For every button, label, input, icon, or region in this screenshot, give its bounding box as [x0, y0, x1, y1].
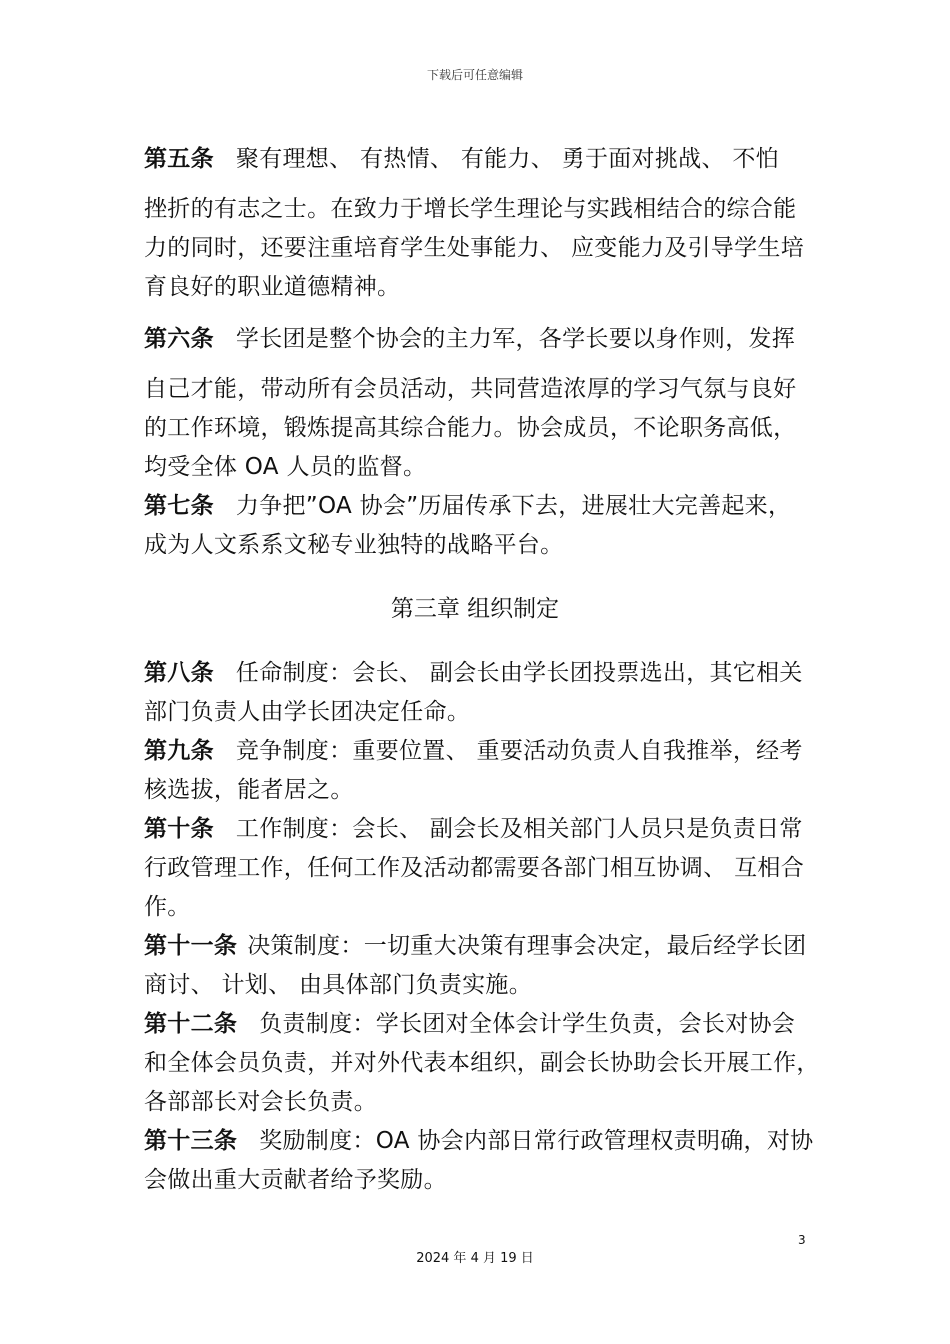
- article-7-line-1: [144, 487, 824, 520]
- article-5-line-1: [144, 140, 824, 173]
- footer-date: 2024 年 4 月 19 日: [416, 1251, 534, 1266]
- article-8-line-2: 部门负责人由学长团决定任命。: [144, 699, 471, 725]
- article-5-line-4: 育良好的职业道德精神。: [144, 274, 401, 300]
- article-text: 负责制度：学长团对全体会计学生负责，会长对协会: [259, 1011, 796, 1037]
- article-6-line-2: 自己才能，带动所有会员活动，共同营造浓厚的学习气氛与良好: [144, 376, 797, 402]
- article-12-line-3: 各部部长对会长负责。: [144, 1089, 377, 1115]
- article-6-line-1: [144, 320, 824, 353]
- article-13-line-2: 会做出重大贡献者给予奖励。: [144, 1167, 447, 1193]
- article-text: 工作制度：会长、 副会长及相关部门人员只是负责日常: [235, 816, 803, 842]
- article-label: 第七条: [144, 493, 214, 519]
- article-label: 第六条: [144, 326, 214, 352]
- article-label: 第十条: [144, 816, 214, 842]
- article-10-line-1: [144, 810, 824, 843]
- article-text: 竞争制度：重要位置、 重要活动负责人自我推举，经考: [235, 738, 803, 764]
- chapter-title: 第三章 组织制定: [390, 596, 560, 622]
- article-text: 奖励制度：OA 协会内部日常行政管理权责明确，对协: [259, 1128, 814, 1154]
- article-11-line-2: 商讨、 计划、 由具体部门负责实施。: [144, 972, 533, 998]
- article-text: 任命制度：会长、 副会长由学长团投票选出，其它相关: [235, 660, 803, 686]
- article-text: 聚有理想、 有热情、 有能力、 勇于面对挑战、 不怕: [235, 146, 779, 172]
- article-text: 学长团是整个协会的主力军，各学长要以身作则，发挥: [235, 326, 796, 352]
- article-6-line-3: 的工作环境，锻炼提高其综合能力。协会成员，不论职务高低，: [144, 415, 797, 441]
- article-5-line-2: 挫折的有志之士。在致力于增长学生理论与实践相结合的综合能: [144, 196, 797, 222]
- article-9-line-1: [144, 732, 824, 765]
- article-label: 第八条: [144, 660, 214, 686]
- article-13-line-1: [144, 1122, 824, 1155]
- article-8-line-1: [144, 654, 824, 687]
- article-5-line-3: 力的同时，还要注重培育学生处事能力、 应变能力及引导学生培: [144, 235, 805, 261]
- article-label: 第十二条: [144, 1011, 238, 1037]
- page-header: 下载后可任意编辑: [426, 68, 523, 82]
- article-10-line-2: 行政管理工作，任何工作及活动都需要各部门相互协调、 互相合: [144, 855, 805, 881]
- article-label: 第十一条: [144, 933, 238, 959]
- article-10-line-3: 作。: [144, 894, 191, 920]
- article-11-line-1: [144, 927, 824, 960]
- article-12-line-2: 和全体会员负责，并对外代表本组织，副会长协助会长开展工作，: [144, 1050, 820, 1076]
- article-6-line-4: 均受全体 OA 人员的监督。: [144, 454, 427, 480]
- article-7-line-2: 成为人文系系文秘专业独特的战略平台。: [144, 532, 564, 558]
- article-label: 第十三条: [144, 1128, 238, 1154]
- page-number: 3: [798, 1233, 806, 1247]
- article-text: 力争把”OA 协会”历届传承下去，进展壮大完善起来，: [235, 493, 792, 519]
- article-label: 第九条: [144, 738, 214, 764]
- article-text: 决策制度：一切重大决策有理事会决定，最后经学长团: [247, 933, 807, 959]
- article-label: 第五条: [144, 146, 214, 172]
- article-9-line-2: 核选拔，能者居之。: [144, 777, 354, 803]
- article-12-line-1: [144, 1005, 824, 1038]
